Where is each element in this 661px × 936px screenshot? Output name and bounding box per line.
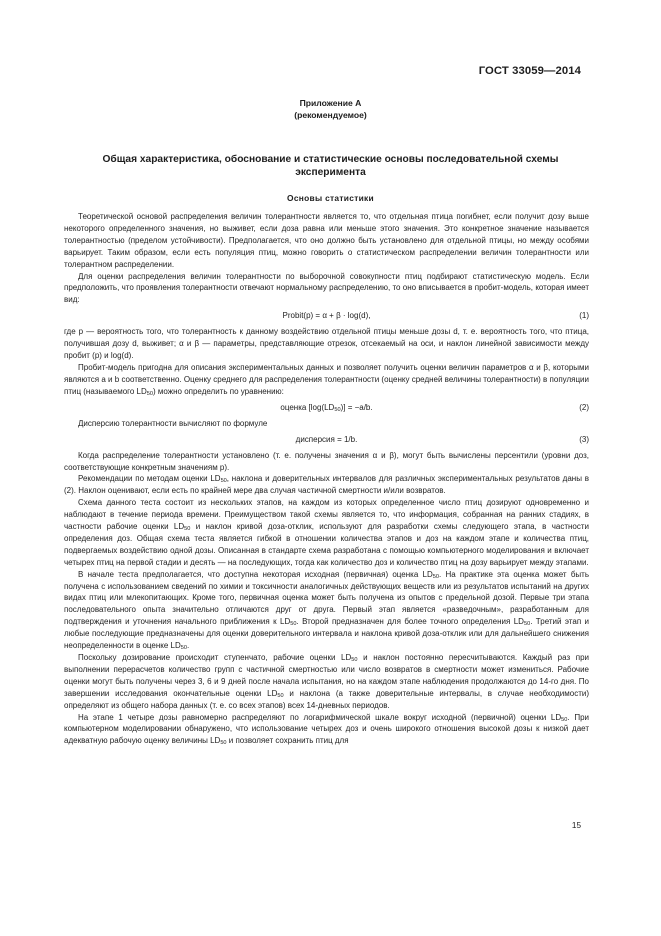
standard-number: ГОСТ 33059—2014 (478, 65, 581, 77)
paragraph-11-text-b: . При компьютерном моделировании обнаружено, что использование четырех доз и очень широкого отношения высокой дозы к низкой дает адекватную рабочую оценку величины LD (64, 712, 589, 746)
paragraph-8-text-a: Схема данного теста состоит из нескольких этапов, на каждом из которых определенное число птиц дозируют одновременно и наблюдают в течение периода времени. Преимуществом такой схемы является то, что информация, собранная на ранних стадиях, в частности рабочие оценки LD (64, 498, 589, 532)
subscript-50: 50 (277, 692, 284, 699)
paragraph-7-text-b: , наклона и доверительных интервалов для различных экспериментальных результатов даны в (2). Наклон оценивают, если есть по крайней мере два случая частичной смертности и/или возвратов. (64, 474, 589, 496)
subscript-50: 50 (180, 645, 187, 652)
subscript-50: 50 (334, 406, 341, 413)
subscript-50: 50 (184, 526, 191, 533)
paragraph-11 (64, 712, 589, 748)
paragraph-4-text-b: ) можно определить по уравнению: (153, 386, 284, 396)
subscript-50: 50 (351, 657, 358, 663)
annex-label: Приложение А (299, 98, 362, 108)
subscript-50: 50 (561, 716, 568, 723)
equation-2 (64, 398, 589, 418)
paragraph-9-text-e: . (186, 641, 190, 651)
subscript-50: 50 (290, 621, 297, 628)
subscript-50: 50 (220, 740, 227, 747)
equation-1-number: (1) (579, 311, 589, 321)
paragraph-3: где p — вероятность того, что толерантность к данному воздействию отдельной птицы меньше дозы d, т. е. вероятность того, что птица, получившая дозу d, выживет; α и β — параметры, представляющие отрезок, отсекаемый на оси, и наклон линейной зависимости между пробит (p) и log(d). (64, 327, 589, 361)
annex-heading (0, 97, 661, 121)
paragraph-7 (64, 473, 589, 497)
paragraph-2: Для оценки распределения величин толерантности по выборочной совокупности птиц подбирают статистическую модель. Если предположить, что проявления толерантности отвечают нормальному распределению, то оно вписывается в пробит-модель, которая имеет вид: (64, 271, 589, 305)
subscript-50: 50 (220, 478, 227, 485)
subscript-50: 50 (523, 621, 531, 628)
subscript-50: 50 (432, 573, 439, 580)
paragraph-11-text-c: и позволяет сохранить птиц для (226, 736, 349, 746)
paragraph-10-text-b: и наклон постоянно пересчитываются. Каждый раз при выполнении перерасчетов количество групп с частичной смертностью или число возвратов в смертности может измениться. Рабочие оценки могут быть получены через 3, 6 и 9 дней после начала испытания, но на каждом этапе наблюдения продолжаются до 14-го дня. По завершении исследования окончательные оценки LD (64, 653, 590, 698)
paragraph-4-text-a: Пробит-модель пригодна для описания экспериментальных данных и позволяет получить оценки величин параметров α и β, которыми являются a и b соответственно. Оценку среднего для распределения толерантности (оценку средней величины толерантности) в популяции птиц (называемого LD (64, 362, 589, 396)
paragraph-10-text-c: и наклона (а также доверительные интервалы, в случае необходимости) определяют из общего набора данных (т. е. со всех этапов) всех 14-дневных периодов. (64, 688, 589, 710)
annex-status: (рекомендуемое) (294, 110, 367, 120)
equation-2-number: (2) (579, 402, 589, 412)
equation-3-expression: дисперсия = 1/b. (295, 434, 358, 444)
subscript-50: 50 (146, 390, 154, 397)
equation-2-expr-a: оценка [log(LD (280, 402, 335, 412)
page-number: 15 (571, 821, 581, 830)
paragraph-10 (64, 652, 589, 712)
paragraph-6: Когда распределение толерантности установлено (т. е. получены значения α и β), могут быть вычислены персентили (уровни доз, соответствующие конкретным значениям p). (64, 450, 589, 472)
paragraph-11-text-a: На этапе 1 четыре дозы равномерно распределяют по логарифмической шкале вокруг исходной (первичной) оценки LD (78, 712, 562, 722)
paragraph-9-text-a: В начале теста предполагается, что доступна некоторая исходная (первичная) оценка LD (78, 569, 433, 579)
equation-2-expr-b: )] = −a/b. (340, 402, 373, 412)
annex-title-line-2: эксперимента (295, 167, 366, 178)
paragraph-9-text-b: . На практике эта оценка может быть получена с использованием сведений по химии и токсичности аналогичных действующих веществ или из результатов испытаний на других видах птиц или млекопитающих. Кроме того, первичная оценка может быть получена из опытов с предельной дозой. Первые три этапа последовательного опыта значительно отличаются друг от друга. Первый этап является «разведочным», разработанным для подтверждения и уточнения начального приближения к LD (64, 569, 589, 627)
equation-3 (64, 430, 589, 450)
section-subtitle: Основы статистики (287, 193, 374, 203)
equation-2-expression (64, 402, 589, 414)
paragraph-10-text-a: Поскольку дозирование происходит ступенчато, рабочие оценки LD (78, 653, 352, 662)
paragraph-5: Дисперсию толерантности вычисляют по формуле (78, 418, 268, 428)
paragraph-9-text-c: . Второй предназначен для более точного определения LD (296, 617, 524, 627)
equation-1 (64, 306, 589, 326)
paragraph-7-text-a: Рекомендации по методам оценки LD (78, 474, 221, 484)
paragraph-9-text-d: . Третий этап и любые последующие предназначены для оценки доверительного интервала и наклона кривой доза-отклик или для дальнейшего снижения неопределенности в оценке LD (64, 617, 590, 651)
paragraph-8 (64, 497, 589, 568)
equation-1-expression: Probit(p) = α + β · log(d), (282, 311, 371, 321)
paragraph-1: Теоретической основой распределения величин толерантности является то, что отдельная птица погибнет, если получит дозу выше некоторого определенного значения, но выживет, если доза равна или меньше этого значения. Это конкретное значение называется толерантностью (пределом устойчивости). Предполагается, что оно должно быть установлено для отдельной птицы, но между особями варьирует. Таким образом, если есть популяция птиц, можно говорить о статистическом распределении величин толерантности или толерантном распределении. (64, 212, 589, 269)
annex-title (60, 153, 601, 179)
body-text (64, 211, 589, 747)
equation-3-number: (3) (579, 434, 589, 444)
paragraph-9 (64, 569, 589, 652)
paragraph-4 (64, 362, 589, 398)
paragraph-8-text-b: и наклон кривой доза-отклик, используют для разработки схемы следующего этапа, в частности определения доз. Общая схема теста является гибкой в отношении количества этапов и доз на каждом этапе и количества птиц, подвергаемых воздействию одной дозы. Описанная в стандарте схема разработана с помощью компьютерного моделирования и включает четырех птиц на первой стадии и десять — на последующих, тогда как количество доз и количество птиц на дозу варьирует между этапами. (64, 522, 589, 567)
annex-title-line-1: Общая характеристика, обоснование и статистические основы последовательной схемы (102, 154, 559, 165)
